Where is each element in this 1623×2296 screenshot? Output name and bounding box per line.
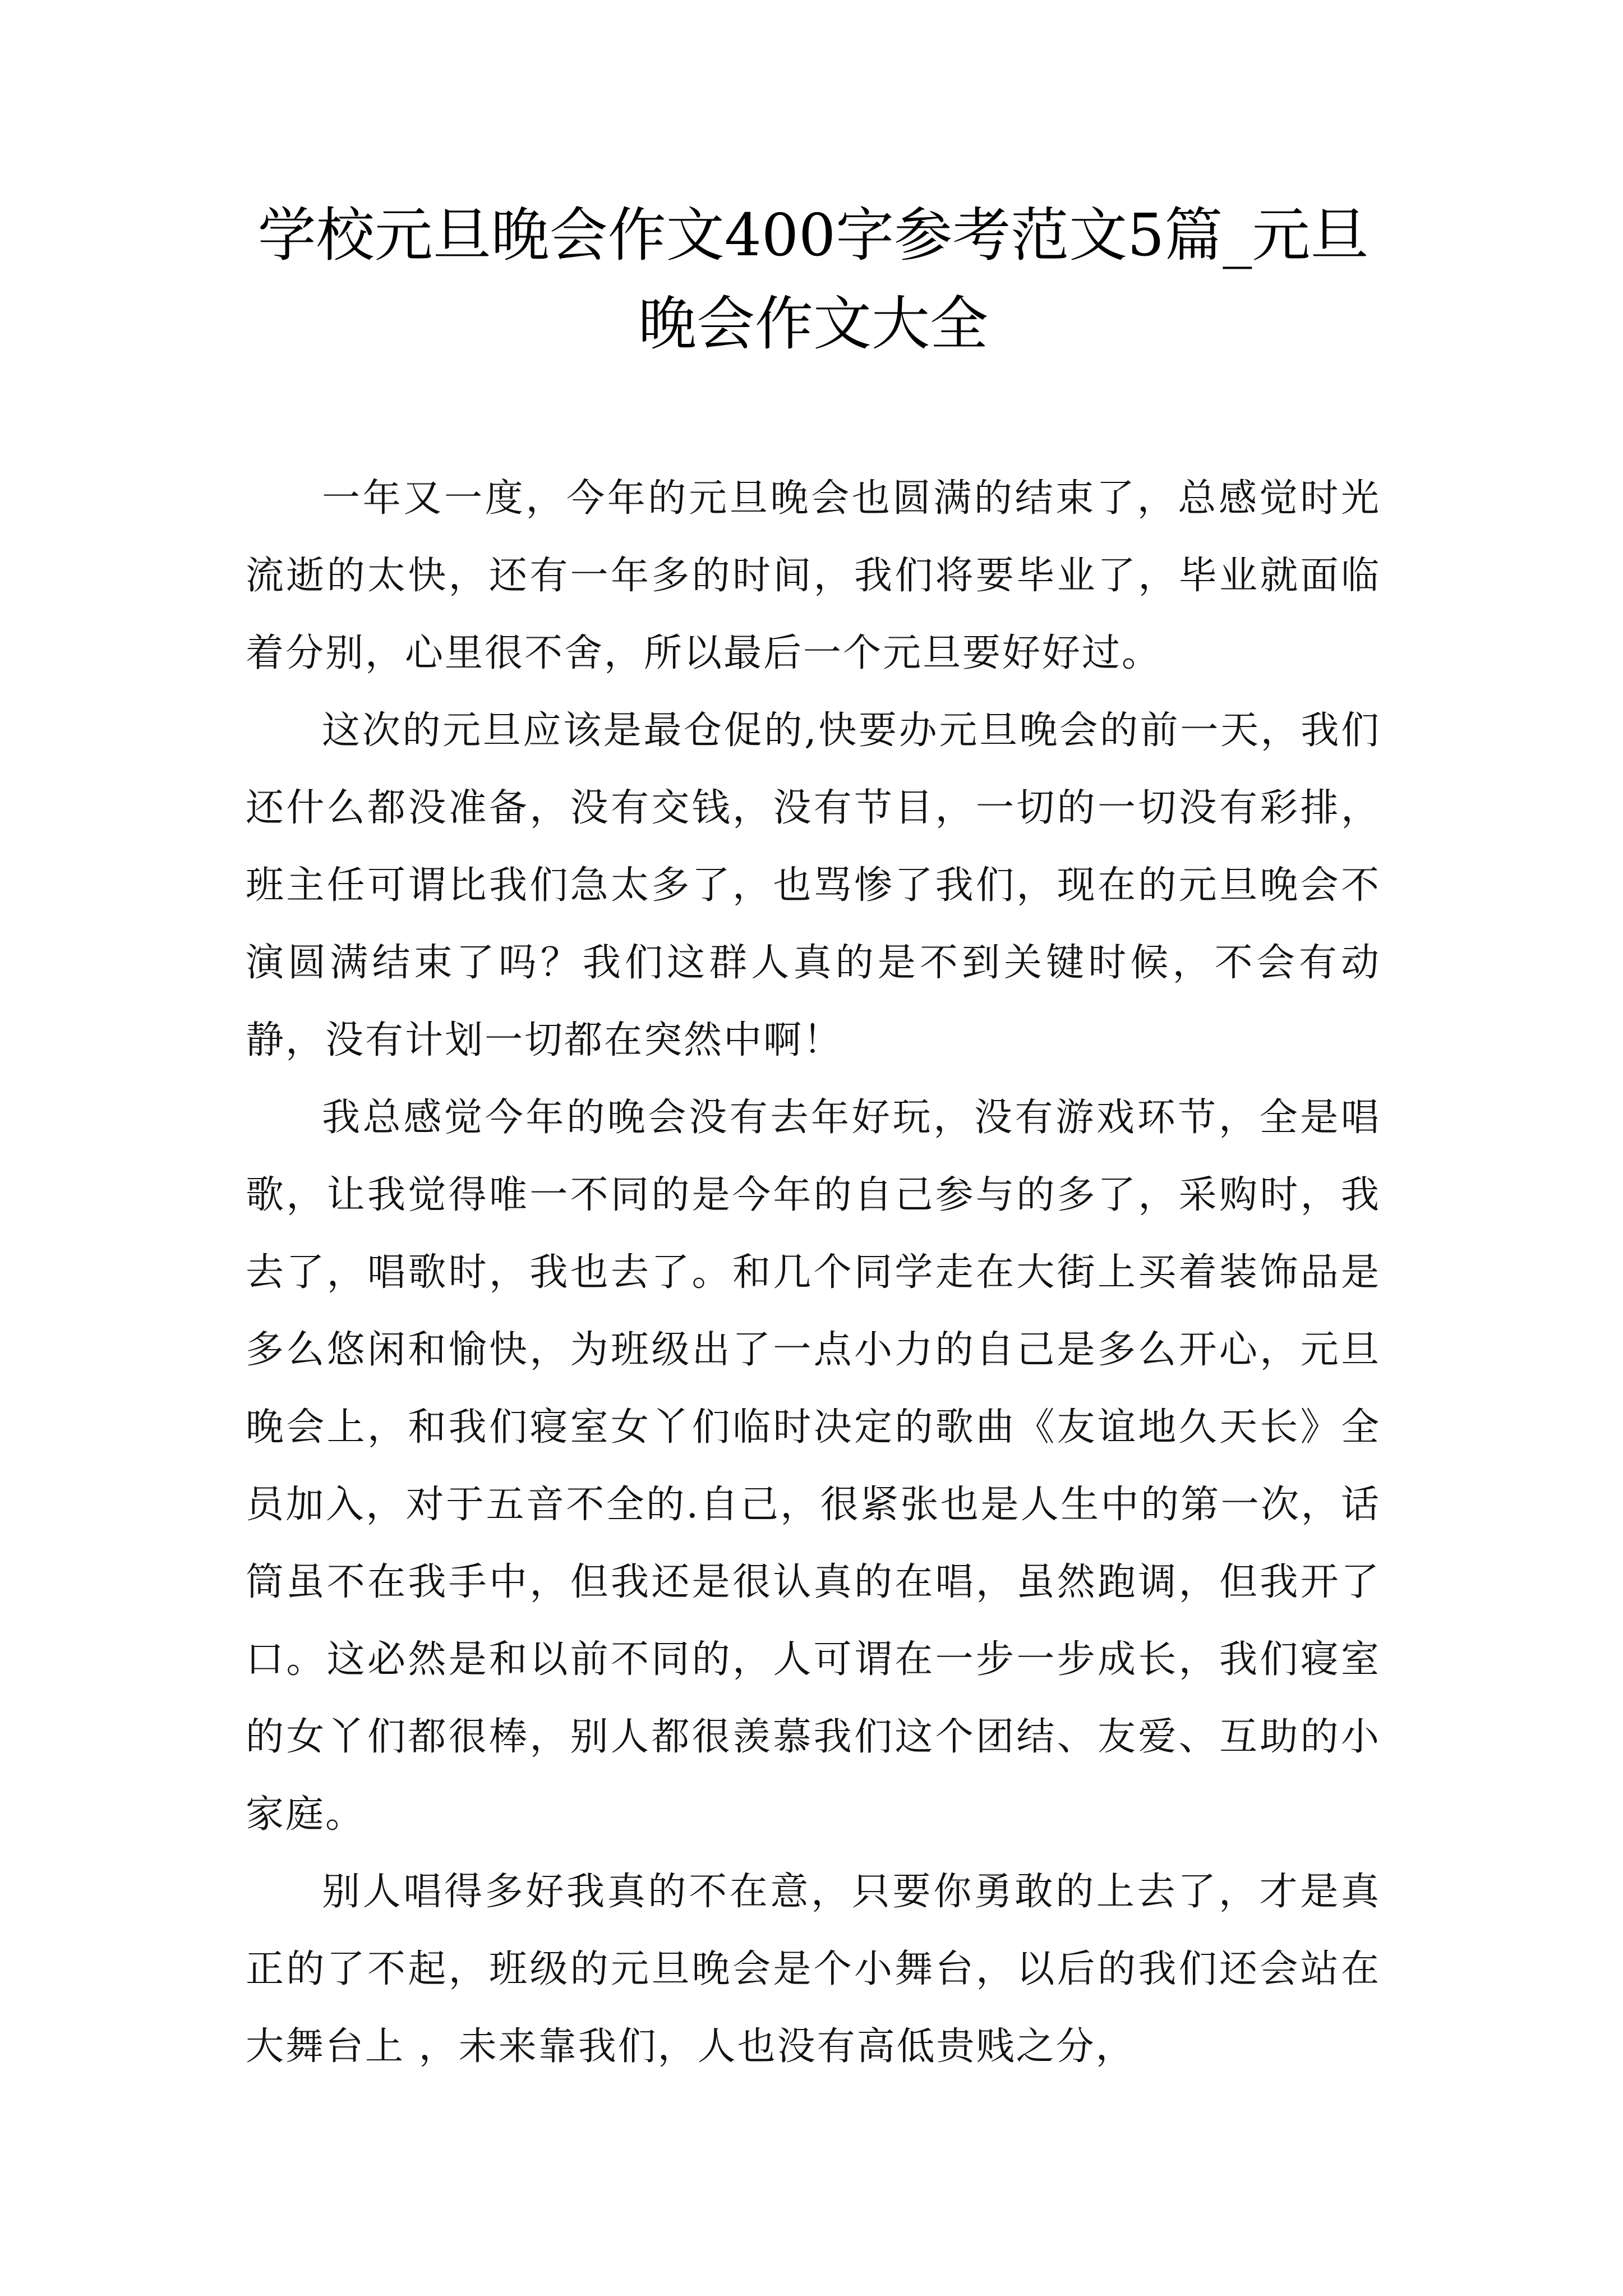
paragraph: 别人唱得多好我真的不在意，只要你勇敢的上去了，才是真正的了不起，班级的元旦晚会是个小舞台，以后的我们还会站在大舞台上 ，未来靠我们，人也没有高低贵贱之分， [246,1870,1381,2069]
paragraph: 这次的元旦应该是最仓促的,快要办元旦晚会的前一天，我们还什么都没准备，没有交钱，没有节目，一切的一切没有彩排，班主任可谓比我们急太多了，也骂惨了我们，现在的元旦晚会不演圆满结束了吗？我们这群人真的是不到关键时候，不会有动静，没有计划一切都在突然中啊！ [246,708,1381,1062]
paragraph: 我总感觉今年的晚会没有去年好玩，没有游戏环节，全是唱歌，让我觉得唯一不同的是今年的自己参与的多了，采购时，我去了，唱歌时，我也去了。和几个同学走在大街上买着装饰品是多么悠闲和愉快，为班级出了一点小力的自己是多么开心，元旦晚会上，和我们寝室女丫们临时决定的歌曲《友谊地久天长》全员加入，对于五音不全的.自己，很紧张也是人生中的第一次，话筒虽不在我手中，但我还是很认真的在唱，虽然跑调，但我开了口。这必然是和以前不同的，人可谓在一步一步成长，我们寝室的女丫们都很棒，别人都很羡慕我们这个团结、友爱、互助的小家庭。 [246,1096,1381,1837]
paragraph: 一年又一度，今年的元旦晚会也圆满的结束了，总感觉时光流逝的太快，还有一年多的时间，我们将要毕业了，毕业就面临着分别，心里很不舍，所以最后一个元旦要好好过。 [246,476,1381,675]
document-body [246,460,1381,2086]
document-title: 学校元旦晚会作文400字参考范文5篇_元旦晚会作文大全 [257,201,1369,358]
